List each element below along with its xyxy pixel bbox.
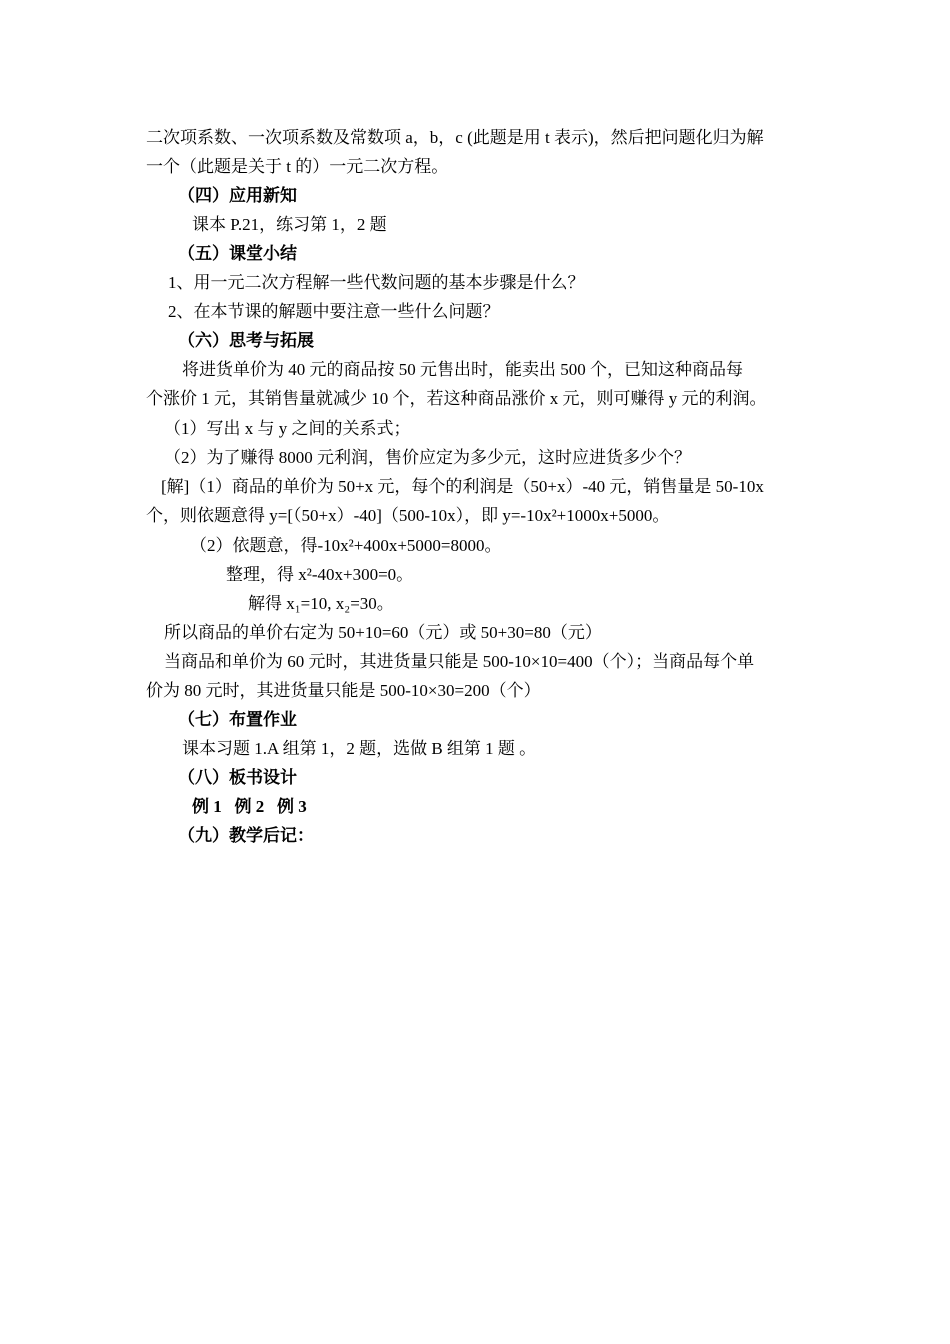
section-heading: （五）课堂小结 (178, 244, 297, 263)
paragraph-line: （2）依题意，得-10x²+400x+5000=8000。 (190, 536, 502, 555)
paragraph-line: 将进货单价为 40 元的商品按 50 元售出时，能卖出 500 个，已知这种商品每 (182, 360, 743, 379)
paragraph-line: 2、在本节课的解题中要注意一些什么问题？ (168, 302, 500, 321)
paragraph-line: 1、用一元二次方程解一些代数问题的基本步骤是什么？ (168, 273, 585, 292)
section-heading: （八）板书设计 (178, 768, 297, 787)
paragraph-line: 价为 80 元时，其进货量只能是 500-10×30=200（个） (146, 681, 541, 700)
board-examples: 例 1 例 2 例 3 (192, 797, 307, 816)
section-heading: （六）思考与拓展 (178, 331, 314, 350)
paragraph-line: [解]（1）商品的单价为 50+x 元，每个的利润是（50+x）-40 元，销售量是 50-10x (161, 477, 764, 496)
paragraph-line: 课本习题 1.A 组第 1，2 题，选做 B 组第 1 题 。 (182, 739, 537, 758)
paragraph-line: 个，则依题意得 y=[（50+x）-40]（500-10x），即 y=-10x²+1000x+5000。 (146, 506, 670, 525)
paragraph-line: 二次项系数、一次项系数及常数项 a，b，c (此题是用 t 表示)，然后把问题化归为解 (146, 128, 764, 147)
paragraph-line: 当商品和单价为 60 元时，其进货量只能是 500-10×10=400（个）；当商品每个单 (164, 652, 755, 671)
paragraph-line: 整理，得 x²-40x+300=0。 (226, 565, 414, 584)
paragraph-line: 个涨价 1 元，其销售量就减少 10 个，若这种商品涨价 x 元，则可赚得 y 元的利润。 (146, 389, 767, 408)
section-heading: （四）应用新知 (178, 186, 297, 205)
paragraph-line: 课本 P.21，练习第 1，2 题 (192, 215, 387, 234)
paragraph-line: 解得 x₁=10, x₂=30。 (248, 594, 394, 613)
paragraph-line: 一个（此题是关于 t 的）一元二次方程。 (146, 157, 449, 176)
paragraph-line: （1）写出 x 与 y 之间的关系式； (164, 419, 411, 438)
section-heading: （九）教学后记： (178, 826, 314, 845)
paragraph-line: （2）为了赚得 8000 元利润，售价应定为多少元，这时应进货多少个？ (164, 448, 691, 467)
section-heading: （七）布置作业 (178, 710, 297, 729)
paragraph-line: 所以商品的单价右定为 50+10=60（元）或 50+30=80（元） (164, 623, 602, 642)
